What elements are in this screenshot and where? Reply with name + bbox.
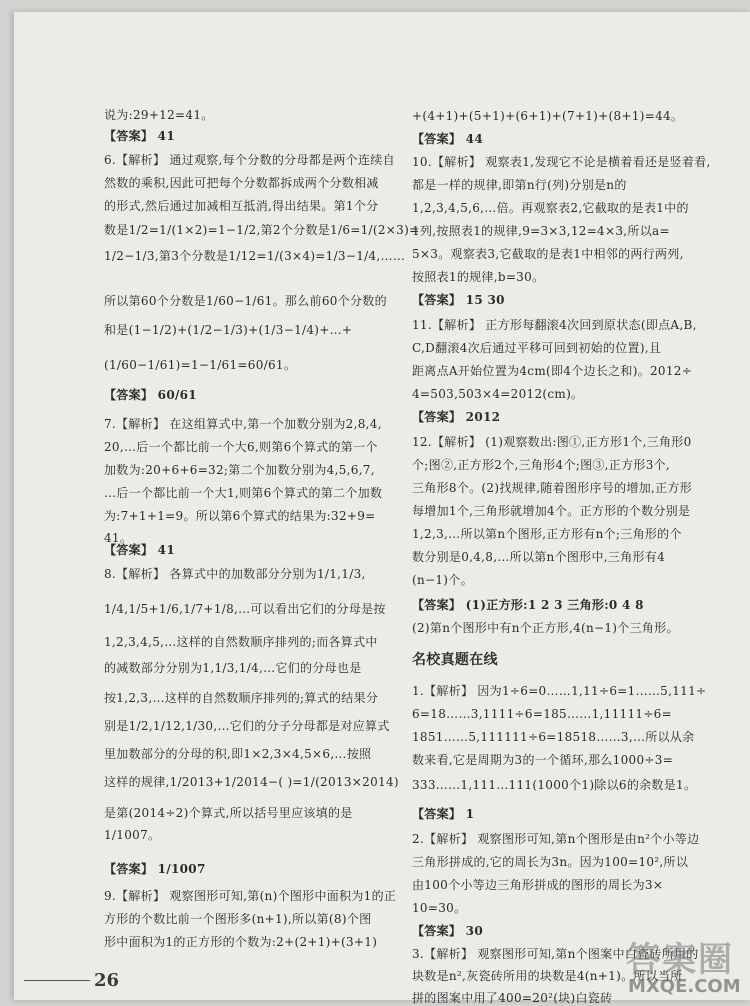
left-text-line: 的减数部分分别为1,1/3,1/4,…它们的分母也是	[104, 661, 362, 675]
left-text-line: 里加数部分的分母的积,即1×2,3×4,5×6,…按照	[104, 747, 372, 761]
right-text-line: 【答案】 (1)正方形:1 2 3 三角形:0 4 8	[412, 598, 644, 612]
watermark-domain: MXQE.COM	[628, 976, 741, 997]
left-text-line: 这样的规律,1/2013+1/2014−( )=1/(2013×2014)	[104, 775, 399, 789]
right-text-line: 【答案】 30	[412, 924, 483, 938]
right-text-line: 10=30。	[412, 901, 467, 915]
left-text-line: 的形式,然后通过加减相互抵消,得出结果。第1个分	[104, 199, 379, 213]
right-text-line: 1,2,3,4,5,6,…倍。再观察表2,它截取的是表1中的	[412, 201, 689, 215]
right-text-line: 每增加1个,三角形就增加4个。正方形的个数分别是	[412, 504, 691, 518]
left-text-line: 1/4,1/5+1/6,1/7+1/8,…可以看出它们的分母是按	[104, 602, 386, 616]
left-text-line: 为:7+1+1=9。所以第6个算式的结果为:32+9=	[104, 509, 376, 523]
right-text-line: 个;图②,正方形2个,三角形4个;图③,正方形3个,	[412, 458, 671, 472]
left-text-line: 9.【解析】 观察图形可知,第(n)个图形中面积为1的正	[104, 889, 397, 903]
left-text-line: 加数为:20+6+6=32;第二个加数分别为4,5,6,7,	[104, 463, 375, 477]
right-text-line: 【答案】 15 30	[412, 293, 505, 307]
left-text-line: 所以第60个分数是1/60−1/61。那么前60个分数的	[104, 294, 387, 308]
section-heading: 名校真题在线	[412, 652, 498, 668]
right-text-line: (n−1)个。	[412, 573, 473, 587]
left-text-line: 20,…后一个都比前一个大6,则第6个算式的第一个	[104, 440, 378, 454]
left-text-line: 按1,2,3,…这样的自然数顺序排列的;算式的结果分	[104, 691, 379, 705]
right-text-line: 12.【解析】 (1)观察数出:图①,正方形1个,三角形0	[412, 435, 692, 449]
left-text-line: 然数的乘积,因此可把每个分数都拆成两个分数相减	[104, 176, 379, 190]
left-text-line: …后一个都比前一个大1,则第6个算式的第二个加数	[104, 486, 383, 500]
right-text-line: 1.【解析】 因为1÷6=0……1,11÷6=1……5,111÷	[412, 684, 707, 698]
left-text-line: 形中面积为1的正方形的个数为:2+(2+1)+(3+1)	[104, 935, 378, 949]
right-text-line: 5×3。观察表3,它截取的是表1中相邻的两行两列,	[412, 247, 684, 261]
book-page	[14, 12, 750, 1005]
right-text-line: 三角形8个。(2)找规律,随着图形序号的增加,正方形	[412, 481, 693, 495]
page-number: 26	[94, 970, 120, 991]
right-text-line: 【答案】 1	[412, 807, 475, 821]
left-text-line: 数是1/2=1/(1×2)=1−1/2,第2个分数是1/6=1/(2×3)=	[104, 223, 420, 237]
right-text-line: 1,2,3,…所以第n个图形,正方形有n个;三角形的个	[412, 527, 682, 541]
right-text-line: 333……1,111…111(1000个1)除以6的余数是1。	[412, 778, 697, 792]
right-text-line: 三角形拼成的,它的周长为3n。因为100=10²,所以	[412, 855, 689, 869]
right-text-line: 1851……5,111111÷6=18518……3,…所以从余	[412, 730, 695, 744]
right-text-line: 【答案】 2012	[412, 410, 501, 424]
left-text-line: 41。	[104, 531, 133, 545]
right-text-line: 都是一样的规律,即第n行(列)分别是n的	[412, 178, 627, 192]
left-text-line: 1/1007。	[104, 828, 161, 842]
left-text-line: 6.【解析】 通过观察,每个分数的分母都是两个连续自	[104, 153, 395, 167]
page-number-rule	[24, 980, 90, 981]
left-text-line: 1,2,3,4,5,…这样的自然数顺序排列的;而各算式中	[104, 635, 378, 649]
right-text-line: 11.【解析】 正方形每翻滚4次回到原状态(即点A,B,	[412, 318, 697, 332]
left-text-line: 【答案】 41	[104, 543, 175, 557]
watermark-text: 答案圈	[626, 940, 734, 980]
right-text-line: +(4+1)+(5+1)+(6+1)+(7+1)+(8+1)=44。	[412, 109, 684, 123]
right-text-line: 1列,按照表1的规律,9=3×3,12=4×3,所以a=	[412, 224, 670, 238]
left-text-line: 是第(2014÷2)个算式,所以括号里应该填的是	[104, 806, 353, 820]
right-text-line: 3.【解析】 观察图形可知,第n个图案中白瓷砖所用的	[412, 947, 699, 961]
left-text-line: 【答案】 60/61	[104, 388, 197, 402]
right-text-line: 4=503,503×4=2012(cm)。	[412, 387, 584, 401]
right-text-line: 块数是n²,灰瓷砖所用的块数是4(n+1)。所以当所	[412, 969, 683, 983]
watermark-logo	[626, 932, 750, 1002]
left-text-line: 【答案】 1/1007	[104, 862, 206, 876]
right-text-line: 10.【解析】 观察表1,发现它不论是横着看还是竖着看,	[412, 155, 711, 169]
left-text-line: 说为:29+12=41。	[104, 108, 214, 122]
right-text-line: 2.【解析】 观察图形可知,第n个图形是由n²个小等边	[412, 832, 700, 846]
left-text-line: 8.【解析】 各算式中的加数部分分别为1/1,1/3,	[104, 567, 366, 581]
left-text-line: 别是1/2,1/12,1/30,…它们的分子分母都是对应算式	[104, 719, 390, 733]
right-text-line: 距离点A开始位置为4cm(即4个边长之和)。2012÷	[412, 364, 693, 378]
right-text-line: 由100个小等边三角形拼成的图形的周长为3×	[412, 878, 664, 892]
right-text-line: 数分别是0,4,8,…所以第n个图形中,三角形有4	[412, 550, 666, 564]
left-text-line: 方形的个数比前一个图形多(n+1),所以第(8)个图	[104, 912, 372, 926]
left-text-line: 7.【解析】 在这组算式中,第一个加数分别为2,8,4,	[104, 417, 382, 431]
right-text-line: 拼的图案中用了400=20²(块)白瓷砖	[412, 991, 613, 1005]
right-text-line: 【答案】 44	[412, 132, 483, 146]
left-text-line: (1/60−1/61)=1−1/61=60/61。	[104, 358, 297, 372]
right-text-line: C,D翻滚4次后通过平移可回到初始的位置),且	[412, 341, 662, 355]
left-text-line: 和是(1−1/2)+(1/2−1/3)+(1/3−1/4)+…+	[104, 323, 353, 337]
left-text-line: 1/2−1/3,第3个分数是1/12=1/(3×4)=1/3−1/4,……	[104, 249, 406, 263]
right-text-line: 数来看,它是周期为3的一个循环,那么1000÷3=	[412, 753, 674, 767]
right-text-line: (2)第n个图形中有n个正方形,4(n−1)个三角形。	[412, 621, 679, 635]
right-text-line: 按照表1的规律,b=30。	[412, 270, 545, 284]
right-text-line: 6=18……3,1111÷6=185……1,11111÷6=	[412, 707, 672, 721]
left-text-line: 【答案】 41	[104, 129, 175, 143]
